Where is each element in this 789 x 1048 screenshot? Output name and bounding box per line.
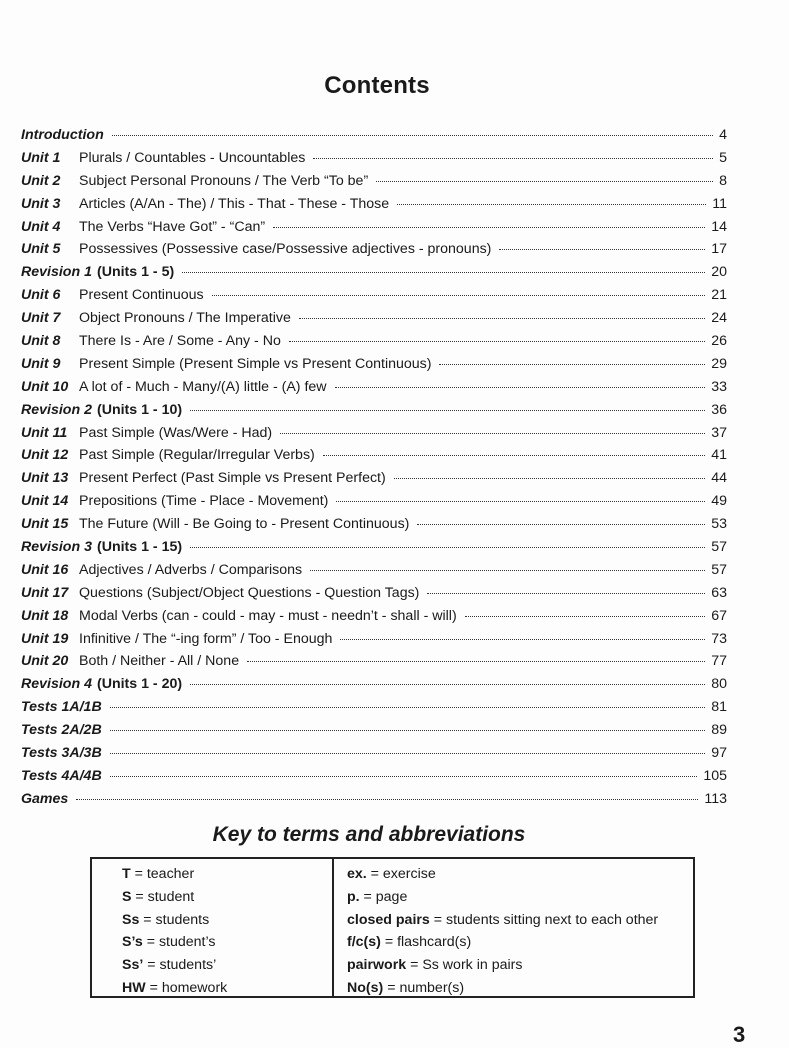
equals-sign: =: [139, 911, 156, 928]
dot-leader: [280, 433, 705, 434]
toc-entry-page: 4: [719, 127, 727, 143]
toc-entry-page: 49: [711, 493, 727, 510]
toc-entry: [21, 196, 727, 219]
toc-entry-title: (Units 1 - 20): [96, 676, 183, 693]
dot-leader: [182, 272, 705, 273]
toc-entry-label: Tests 1A/1B: [21, 699, 102, 716]
toc-entry-page: 17: [711, 241, 727, 258]
toc-entry-page: 113: [704, 790, 727, 807]
equals-sign: =: [406, 957, 423, 974]
toc-entry-page: 80: [711, 676, 727, 693]
dot-leader: [190, 410, 705, 411]
toc-entry-page: 5: [719, 149, 727, 166]
equals-sign: =: [143, 957, 160, 974]
dot-leader: [273, 227, 705, 228]
dot-leader: [247, 661, 705, 662]
toc-entry: [21, 493, 727, 516]
toc-entry-title: Present Continuous: [79, 287, 204, 304]
toc-entry-page: 41: [711, 447, 727, 464]
abbreviation-term: Ss: [122, 911, 140, 928]
toc-entry-title: (Units 1 - 5): [96, 264, 175, 281]
abbreviation-definition: homework: [161, 979, 228, 996]
toc-entry-title: (Units 1 - 15): [96, 539, 183, 556]
equals-sign: =: [145, 979, 162, 996]
toc-entry: [21, 264, 727, 287]
equals-sign: =: [130, 866, 147, 882]
dot-leader: [110, 707, 706, 708]
abbreviation-row: [347, 977, 693, 1000]
abbreviation-definition: exercise: [382, 866, 436, 882]
toc-entry-title: The Future (Will - Be Going to - Present Continuous): [79, 516, 410, 533]
toc-entry-page: 21: [711, 287, 727, 304]
toc-entry: [21, 631, 727, 654]
abbreviation-term: T: [122, 866, 131, 882]
toc-entry-page: 73: [711, 630, 727, 647]
toc-entry-page: 67: [711, 607, 727, 624]
dot-leader: [340, 639, 705, 640]
dot-leader: [310, 570, 705, 571]
abbreviation-row: [347, 931, 693, 954]
toc-entry-label: Unit 3: [21, 195, 61, 212]
toc-entry-title: The Verbs “Have Got” - “Can”: [79, 218, 266, 235]
abbreviation-definition: teacher: [146, 866, 195, 882]
toc-entry-label: Unit 18: [21, 607, 69, 624]
toc-entry-title: Present Perfect (Past Simple vs Present Perfect): [79, 470, 386, 487]
abbreviation-term: S’s: [122, 934, 143, 951]
dot-leader: [439, 364, 705, 365]
abbreviation-term: ex.: [347, 866, 367, 882]
toc-entry: [21, 241, 727, 264]
toc-entry-label: Revision 2: [21, 401, 92, 418]
toc-entry-title: Infinitive / The “-ing form” / Too - Enough: [79, 630, 333, 647]
toc-entry: [21, 585, 727, 608]
toc-entry-page: 53: [711, 516, 727, 533]
dot-leader: [112, 135, 713, 136]
toc-entry-label: Unit 12: [21, 447, 69, 464]
dot-leader: [299, 318, 705, 319]
toc-entry-page: 89: [711, 722, 727, 739]
toc-entry: [21, 699, 727, 722]
toc-entry-label: Unit 11: [21, 424, 68, 441]
toc-entry-label: Unit 2: [21, 172, 61, 189]
toc-entry: [21, 425, 727, 448]
toc-entry-label: Unit 17: [21, 584, 69, 601]
toc-entry: [21, 447, 727, 470]
abbreviation-term: S: [122, 888, 132, 905]
toc-entry-title: Past Simple (Was/Were - Had): [79, 424, 273, 441]
toc-entry: [21, 287, 727, 310]
dot-leader: [465, 616, 706, 617]
toc-entry-label: Unit 16: [21, 561, 69, 578]
toc-entry-page: 20: [711, 264, 727, 281]
toc-entry-title: Modal Verbs (can - could - may - must - needn’t - shall - will): [79, 607, 457, 624]
toc-entry-page: 24: [711, 310, 727, 327]
toc-entry-label: Unit 10: [21, 378, 69, 395]
dot-leader: [323, 455, 705, 456]
abbreviation-term: f/c(s): [347, 934, 381, 951]
abbreviation-term: pairwork: [347, 957, 407, 974]
toc-entry-label: Unit 7: [21, 310, 61, 327]
dot-leader: [190, 684, 705, 685]
toc-entry-title: Object Pronouns / The Imperative: [79, 310, 291, 327]
abbreviation-row: [122, 886, 332, 909]
abbreviations-table: [90, 857, 695, 998]
toc-entry-page: 14: [711, 218, 727, 235]
dot-leader: [499, 249, 705, 250]
toc-entry: [21, 722, 727, 745]
toc-entry-page: 37: [711, 424, 727, 441]
dot-leader: [212, 295, 706, 296]
toc-entry-page: 57: [711, 539, 727, 556]
dot-leader: [335, 387, 706, 388]
abbreviations-left-column: [92, 859, 334, 996]
toc-entry-title: Both / Neither - All / None: [79, 653, 240, 670]
toc-entry-label: Revision 3: [21, 539, 92, 556]
toc-entry-page: 26: [711, 333, 727, 350]
toc-entry-label: Tests 4A/4B: [21, 767, 102, 784]
toc-entry-page: 57: [711, 561, 727, 578]
toc-entry-label: Unit 13: [21, 470, 69, 487]
toc-entry-label: Games: [21, 790, 69, 807]
toc-entry-title: Past Simple (Regular/Irregular Verbs): [79, 447, 315, 464]
equals-sign: =: [429, 911, 446, 928]
abbreviation-definition: students’: [159, 957, 217, 974]
toc-entry: [21, 150, 727, 173]
toc-entry-page: 77: [711, 653, 727, 670]
abbreviation-definition: students sitting next to each other: [445, 911, 659, 928]
toc-entry: [21, 470, 727, 493]
abbreviation-definition: students: [155, 911, 210, 928]
toc-entry-title: Present Simple (Present Simple vs Present Continuous): [79, 355, 432, 372]
toc-entry-page: 8: [719, 172, 727, 189]
dot-leader: [110, 730, 706, 731]
abbreviation-definition: page: [375, 888, 408, 905]
dot-leader: [313, 158, 713, 159]
abbreviation-definition: student’s: [158, 934, 216, 951]
abbreviation-row: [122, 863, 332, 886]
toc-entry-title: Articles (A/An - The) / This - That - These - Those: [79, 195, 390, 212]
toc-entry: [21, 173, 727, 196]
toc-entry-label: Unit 1: [21, 149, 61, 166]
toc-entry-label: Unit 4: [21, 218, 61, 235]
dot-leader: [76, 799, 698, 800]
dot-leader: [336, 501, 705, 502]
page-number: 3: [733, 1022, 746, 1047]
toc-entry-page: 29: [711, 355, 727, 372]
toc-entry-label: Tests 3A/3B: [21, 745, 102, 762]
toc-entry-label: Unit 19: [21, 630, 69, 647]
toc-entry-title: Prepositions (Time - Place - Movement): [79, 493, 329, 510]
abbreviation-term: HW: [122, 979, 146, 996]
abbreviation-row: [122, 909, 332, 932]
toc-entry-label: Tests 2A/2B: [21, 722, 102, 739]
toc-entry-title: Plurals / Countables - Uncountables: [79, 149, 306, 166]
abbreviation-row: [347, 954, 693, 977]
toc-entry-page: 81: [711, 699, 727, 716]
toc-entry-page: 11: [712, 195, 727, 212]
abbreviation-row: [347, 863, 693, 886]
toc-entry: [21, 791, 727, 814]
toc-entry-label: Unit 6: [21, 287, 61, 304]
toc-entry-page: 44: [711, 470, 727, 487]
toc-entry-title: (Units 1 - 10): [96, 401, 183, 418]
abbreviation-term: No(s): [347, 979, 384, 996]
toc-entry-label: Unit 15: [21, 516, 69, 533]
dot-leader: [289, 341, 705, 342]
equals-sign: =: [131, 888, 148, 905]
equals-sign: =: [366, 866, 383, 882]
abbreviation-row: [122, 977, 332, 1000]
page-title: Contents: [324, 72, 430, 99]
toc-entry-title: Possessives (Possessive case/Possessive adjectives - pronouns): [79, 241, 492, 258]
dot-leader: [394, 478, 705, 479]
toc-entry: [21, 379, 727, 402]
toc-entry: [21, 219, 727, 242]
toc-entry: [21, 768, 727, 791]
toc-entry-label: Unit 5: [21, 241, 61, 258]
abbreviation-definition: number(s): [399, 979, 465, 996]
abbreviation-term: p.: [347, 888, 360, 905]
toc-entry-label: Unit 14: [21, 493, 69, 510]
toc-entry-page: 63: [711, 584, 727, 601]
abbreviation-row: [347, 909, 693, 932]
toc-entry-label: Unit 9: [21, 355, 61, 372]
dot-leader: [110, 753, 706, 754]
dot-leader: [427, 593, 705, 594]
equals-sign: =: [383, 979, 400, 996]
dot-leader: [397, 204, 706, 205]
toc-entry: [21, 653, 727, 676]
toc-entry-label: Introduction: [21, 127, 104, 143]
toc-entry-label: Unit 20: [21, 653, 69, 670]
dot-leader: [110, 776, 698, 777]
toc-entry: [21, 356, 727, 379]
equals-sign: =: [380, 934, 398, 951]
abbreviation-row: [122, 931, 332, 954]
toc-entry-title: There Is - Are / Some - Any - No: [79, 333, 281, 350]
equals-sign: =: [359, 888, 376, 905]
toc-entry-page: 105: [703, 767, 727, 784]
abbreviation-row: [347, 886, 693, 909]
toc-entry: [21, 310, 727, 333]
table-of-contents: [21, 127, 727, 814]
toc-entry-title: Questions (Subject/Object Questions - Question Tags): [79, 584, 420, 601]
toc-entry-title: Subject Personal Pronouns / The Verb “To be”: [79, 172, 369, 189]
toc-entry: [21, 402, 727, 425]
dot-leader: [376, 181, 713, 182]
toc-entry: [21, 562, 727, 585]
toc-entry: [21, 127, 727, 150]
toc-entry-title: A lot of - Much - Many/(A) little - (A) few: [79, 378, 327, 395]
abbreviation-definition: Ss work in pairs: [422, 957, 523, 974]
toc-entry-page: 36: [711, 401, 727, 418]
toc-entry: [21, 516, 727, 539]
toc-entry-label: Unit 8: [21, 333, 61, 350]
abbreviations-right-column: [334, 859, 693, 996]
key-title: Key to terms and abbreviations: [212, 823, 526, 846]
toc-entry-title: Adjectives / Adverbs / Comparisons: [79, 561, 303, 578]
toc-entry: [21, 608, 727, 631]
abbreviation-row: [122, 954, 332, 977]
toc-entry-page: 33: [711, 378, 727, 395]
toc-entry-label: Revision 1: [21, 264, 92, 281]
toc-entry: [21, 539, 727, 562]
abbreviation-term: closed pairs: [347, 911, 430, 928]
toc-entry-label: Revision 4: [21, 676, 92, 693]
dot-leader: [417, 524, 705, 525]
toc-entry: [21, 745, 727, 768]
abbreviation-term: Ss’: [122, 957, 144, 974]
equals-sign: =: [142, 934, 159, 951]
dot-leader: [190, 547, 705, 548]
toc-entry-page: 97: [711, 745, 727, 762]
abbreviation-definition: flashcard(s): [397, 934, 472, 951]
abbreviation-definition: student: [147, 888, 195, 905]
toc-entry: [21, 676, 727, 699]
toc-entry: [21, 333, 727, 356]
